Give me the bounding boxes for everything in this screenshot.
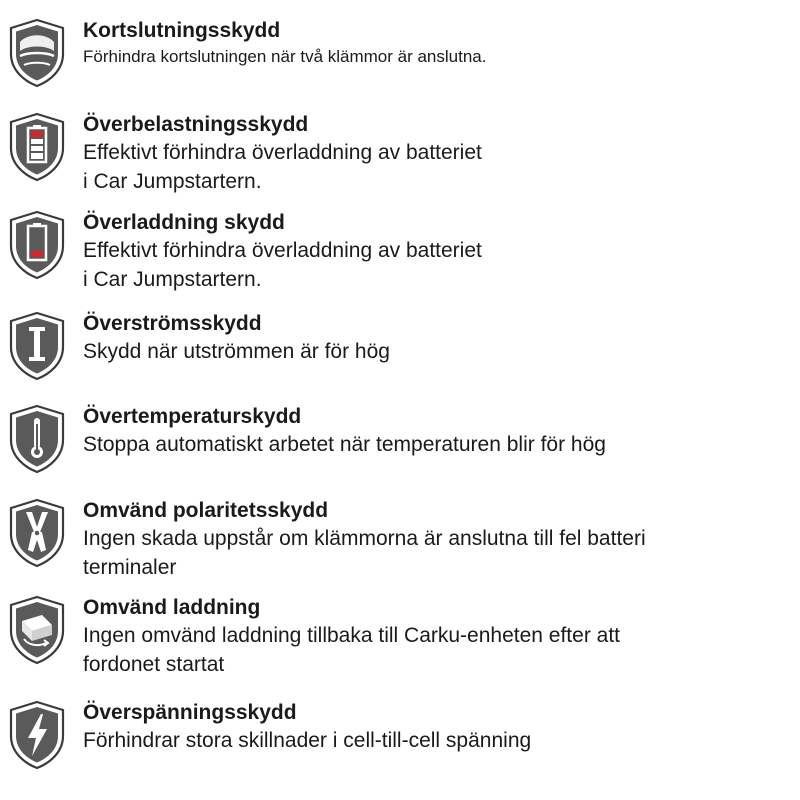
feature-desc-line: Ingen skada uppstår om klämmorna är anslutna till fel batteri <box>83 527 646 550</box>
battery-low-icon <box>8 210 66 280</box>
feature-desc-line: Förhindrar stora skillnader i cell-till-cell spänning <box>83 729 532 752</box>
feature-desc-line: Stoppa automatiskt arbetet när temperaturen blir för hög <box>83 433 606 456</box>
feature-desc-line: Ingen omvänd laddning tillbaka till Carku-enheten efter att <box>83 624 620 647</box>
feature-title: Kortslutningsskydd <box>83 19 281 42</box>
feature-text <box>83 700 783 755</box>
short-circuit-icon <box>8 18 66 88</box>
feature-title: Överladdning skydd <box>83 211 285 234</box>
lightning-icon <box>8 700 66 770</box>
current-icon <box>8 311 66 381</box>
feature-desc-line: Förhindra kortslutningen när två klämmor är anslutna. <box>83 47 487 66</box>
feature-desc-line: i Car Jumpstartern. <box>83 268 262 291</box>
feature-title: Överbelastningsskydd <box>83 113 309 136</box>
reverse-charge-icon <box>8 595 66 665</box>
feature-title: Överströmsskydd <box>83 312 262 335</box>
feature-desc-line: fordonet startat <box>83 653 225 676</box>
feature-desc-line: terminaler <box>83 556 177 579</box>
feature-desc-line: Skydd när utströmmen är för hög <box>83 340 390 363</box>
feature-desc-line: Effektivt förhindra överladdning av batteriet <box>83 141 482 164</box>
feature-title: Omvänd laddning <box>83 596 261 619</box>
thermometer-icon <box>8 404 66 474</box>
feature-text <box>83 595 783 679</box>
feature-desc-line: Effektivt förhindra överladdning av batteriet <box>83 239 482 262</box>
feature-text <box>83 404 783 459</box>
feature-desc-line: i Car Jumpstartern. <box>83 170 262 193</box>
feature-text <box>83 112 783 196</box>
feature-text <box>83 18 783 70</box>
feature-text <box>83 210 783 294</box>
feature-text <box>83 498 783 582</box>
feature-title: Omvänd polaritetsskydd <box>83 499 329 522</box>
battery-full-icon <box>8 112 66 182</box>
feature-text <box>83 311 783 366</box>
feature-title: Överspänningsskydd <box>83 701 297 724</box>
clamps-icon <box>8 498 66 568</box>
feature-title: Övertemperaturskydd <box>83 405 302 428</box>
